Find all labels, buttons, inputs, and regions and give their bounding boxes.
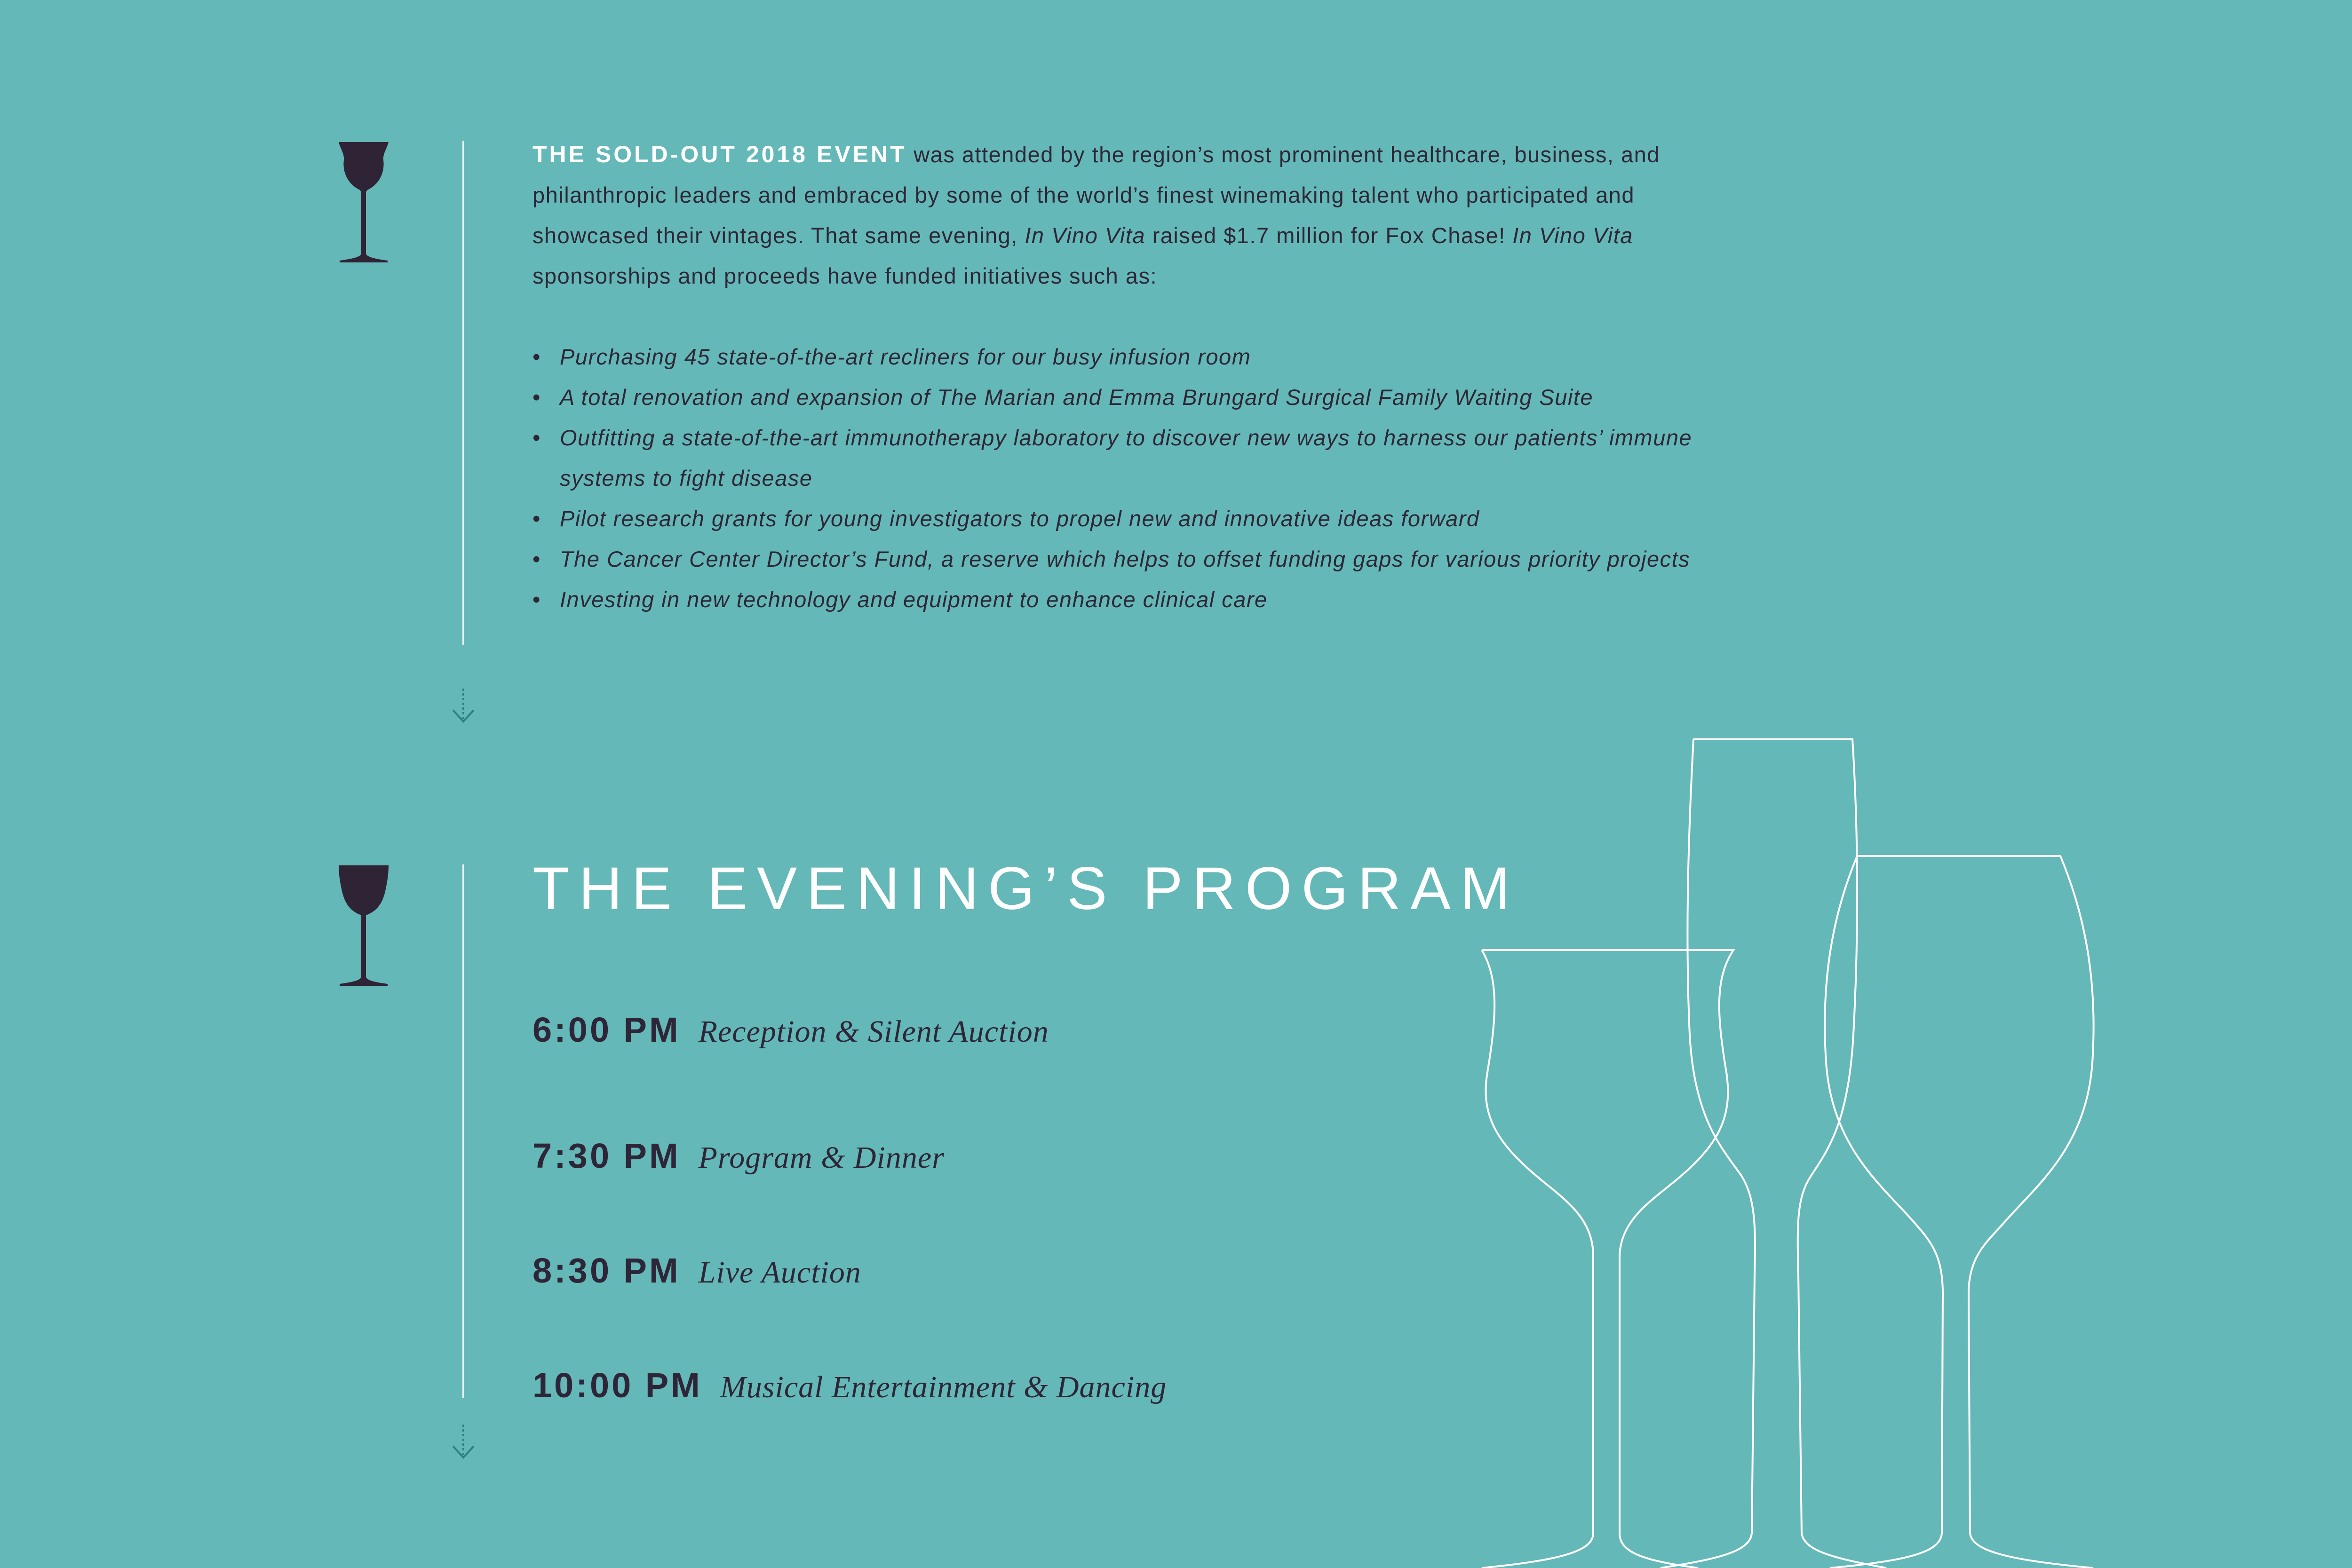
- arrow-down-icon: [449, 687, 477, 724]
- program-description: Live Auction: [698, 1255, 861, 1290]
- program-item: [532, 1006, 1049, 1063]
- initiative-item: • Pilot research grants for young investigators to propel new and innovative ideas forward: [532, 499, 1756, 539]
- program-item: [532, 1132, 945, 1189]
- program-item: [532, 1362, 1167, 1419]
- intro-text-part-3: sponsorships and proceeds have funded initiatives such as:: [532, 263, 1158, 288]
- program-time: 7:30 PM: [532, 1136, 681, 1175]
- timeline-line-2: [462, 864, 464, 1398]
- initiatives-list: [532, 337, 1756, 620]
- wine-glasses-illustration: [1472, 734, 2107, 1568]
- program-time: 10:00 PM: [532, 1366, 702, 1405]
- intro-lead-heading: THE SOLD-OUT 2018 EVENT: [532, 141, 907, 167]
- flute-glass-outline: [1661, 739, 1886, 1568]
- tulip-glass-outline: [1482, 950, 1733, 1568]
- program-description: Musical Entertainment & Dancing: [720, 1370, 1167, 1404]
- wine-glass-icon: [338, 864, 389, 987]
- program-time: 6:00 PM: [532, 1010, 681, 1049]
- intro-text-part-1: was attended by the region’s most prominent healthcare, business, and philanthropic leaders and embraced by some of the world’s finest winemaking talent who participated and showcased their vintages. That same evening,: [532, 142, 1660, 248]
- initiative-item: • Purchasing 45 state-of-the-art recliners for our busy infusion room: [532, 337, 1756, 377]
- program-description: Program & Dinner: [698, 1140, 945, 1175]
- wine-glass-icon: [338, 141, 389, 263]
- event-name-italic-1: In Vino Vita: [1025, 223, 1146, 248]
- bowl-glass-outline: [1825, 856, 2093, 1568]
- program-time: 8:30 PM: [532, 1251, 681, 1290]
- program-description: Reception & Silent Auction: [698, 1014, 1049, 1049]
- program-title: THE EVENING’S PROGRAM: [532, 855, 1520, 922]
- intro-text-block: [532, 134, 1756, 620]
- intro-paragraph: [532, 134, 1756, 296]
- initiative-item: • The Cancer Center Director’s Fund, a reserve which helps to offset funding gaps for various priority projects: [532, 539, 1698, 579]
- initiative-item: • A total renovation and expansion of The Marian and Emma Brungard Surgical Family Waiting Suite: [532, 377, 1756, 418]
- program-item: [532, 1247, 861, 1304]
- initiative-item: • Investing in new technology and equipment to enhance clinical care: [532, 579, 1756, 620]
- arrow-down-icon: [449, 1423, 477, 1460]
- event-name-italic-2: In Vino Vita: [1512, 223, 1633, 248]
- timeline-line-1: [462, 141, 464, 645]
- intro-text-part-2: raised $1.7 million for Fox Chase!: [1145, 223, 1513, 248]
- initiative-item: • Outfitting a state-of-the-art immunotherapy laboratory to discover new ways to harness our patients’ immune systems to fight disease: [532, 418, 1698, 499]
